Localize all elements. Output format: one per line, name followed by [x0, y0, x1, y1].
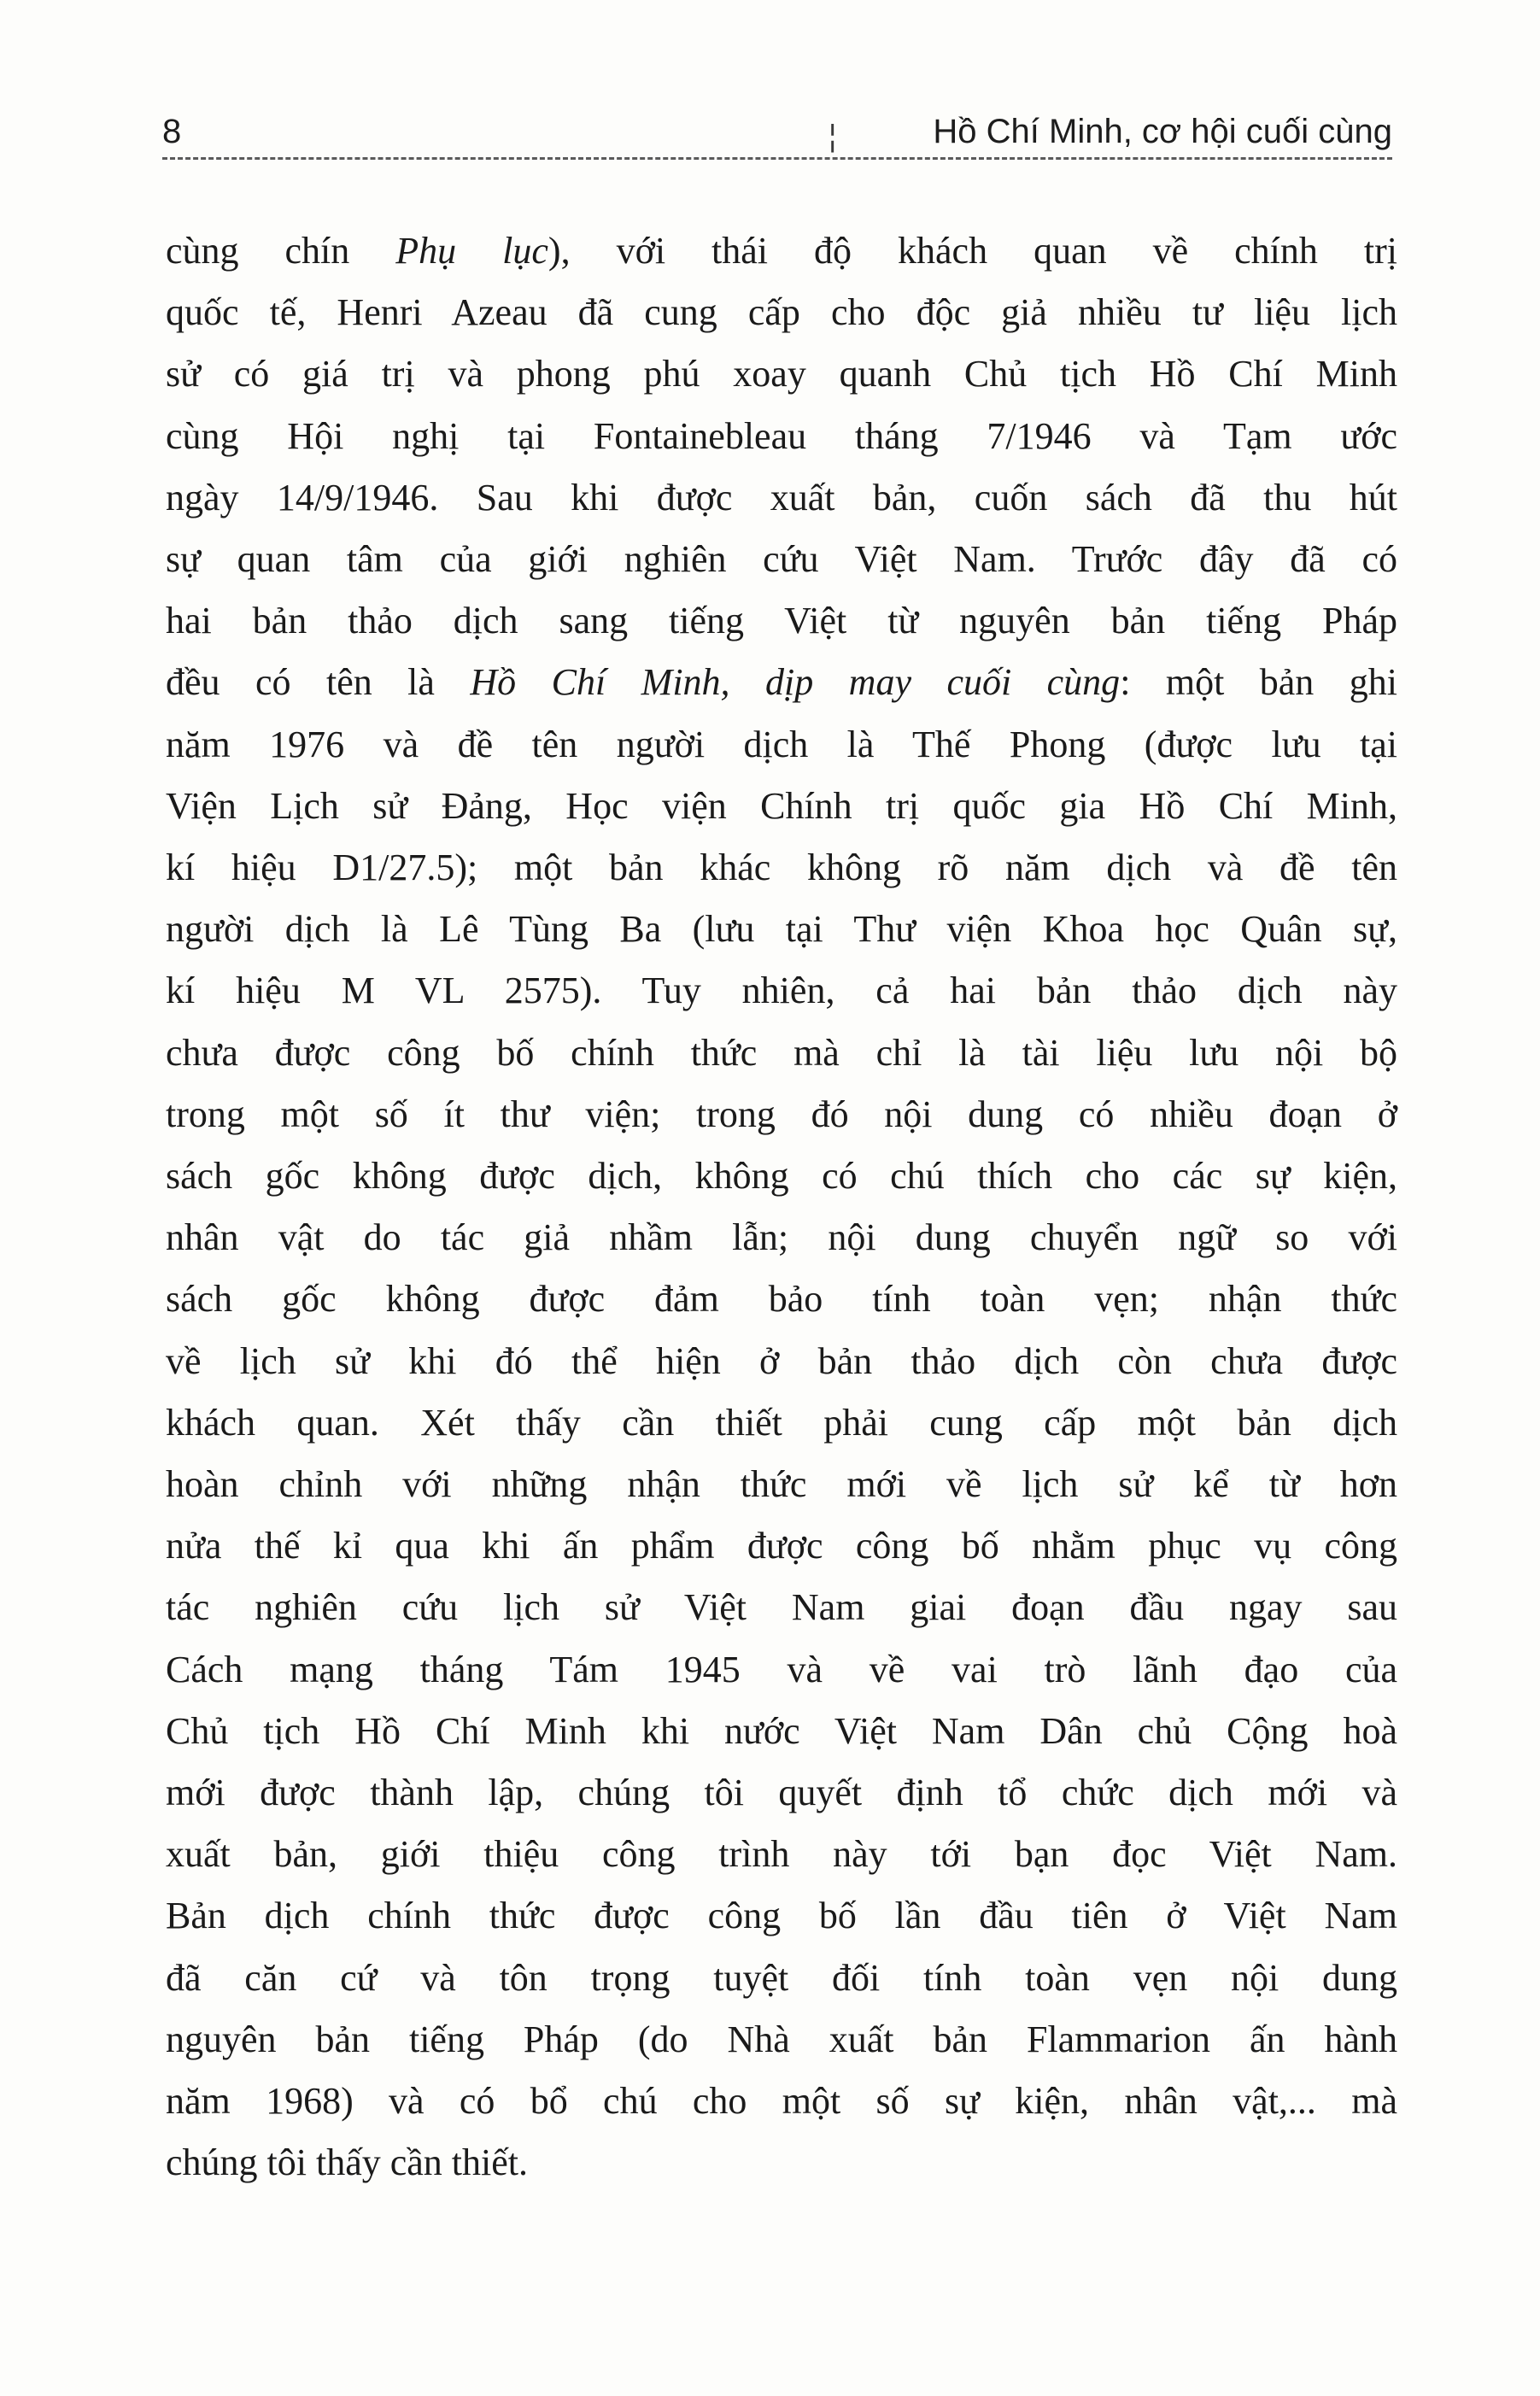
text-segment: tác nghiên cứu lịch sử Việt Nam giai đoạn đầu ngay sau: [166, 1586, 1397, 1629]
text-segment: kí hiệu M VL 2575). Tuy nhiên, cả hai bản thảo dịch này: [166, 970, 1397, 1012]
text-line: [166, 1824, 1397, 1885]
text-segment: Bản dịch chính thức được công bố lần đầu tiên ở Việt Nam: [166, 1895, 1397, 1937]
text-line: [166, 1331, 1397, 1392]
text-line: [166, 714, 1397, 776]
text-segment: nguyên bản tiếng Pháp (do Nhà xuất bản Flammarion ấn hành: [166, 2018, 1397, 2060]
text-line: [166, 2132, 1397, 2194]
text-segment: khách quan. Xét thấy cần thiết phải cung cấp một bản dịch: [166, 1401, 1397, 1444]
text-segment: chưa được công bố chính thức mà chỉ là tài liệu lưu nội bộ: [166, 1031, 1397, 1074]
text-segment: nửa thế kỉ qua khi ấn phẩm được công bố nhằm phục vụ công: [166, 1525, 1397, 1567]
text-segment: cùng chín: [166, 230, 396, 272]
text-segment: cùng Hội nghị tại Fontainebleau tháng 7/1946 và Tạm ước: [166, 414, 1397, 457]
text-line: [166, 1022, 1397, 1084]
text-line: [166, 343, 1397, 405]
text-line: [166, 652, 1397, 713]
text-segment: nhân vật do tác giả nhầm lẫn; nội dung chuyển ngữ so với: [166, 1216, 1397, 1259]
text-segment: hai bản thảo dịch sang tiếng Việt từ nguyên bản tiếng Pháp: [166, 600, 1397, 642]
text-line: [166, 776, 1397, 837]
text-line: [166, 1392, 1397, 1454]
text-segment: người dịch là Lê Tùng Ba (lưu tại Thư viện Khoa học Quân sự,: [166, 908, 1397, 951]
text-line: [166, 960, 1397, 1022]
text-segment: : một bản ghi: [1120, 661, 1397, 704]
text-line: [166, 1762, 1397, 1824]
text-line: [166, 1701, 1397, 1762]
text-line: [166, 2009, 1397, 2071]
text-segment: sách gốc không được dịch, không có chú thích cho các sự kiện,: [166, 1155, 1397, 1198]
text-line: [166, 1084, 1397, 1145]
text-line: [166, 2071, 1397, 2132]
text-line: [166, 1145, 1397, 1207]
text-segment: ngày 14/9/1946. Sau khi được xuất bản, cuốn sách đã thu hút: [166, 476, 1397, 518]
text-segment: trong một số ít thư viện; trong đó nội dung có nhiều đoạn ở: [166, 1093, 1397, 1135]
text-line: [166, 590, 1397, 652]
text-line: [166, 282, 1397, 343]
header-separator: ¦: [829, 118, 837, 153]
italic-title: Hồ Chí Minh, dịp may cuối cùng: [470, 661, 1121, 704]
text-segment: sự quan tâm của giới nghiên cứu Việt Nam. Trước đây đã có: [166, 538, 1397, 581]
text-line: [166, 529, 1397, 590]
text-line: [166, 1454, 1397, 1515]
text-line: [166, 467, 1397, 529]
text-line: [166, 1885, 1397, 1947]
text-segment: quốc tế, Henri Azeau đã cung cấp cho độc giả nhiều tư liệu lịch: [166, 291, 1397, 334]
text-line: [166, 1268, 1397, 1330]
text-segment: chúng tôi thấy cần thiết.: [166, 2141, 528, 2184]
text-segment: đều có tên là: [166, 661, 471, 704]
text-segment: xuất bản, giới thiệu công trình này tới bạn đọc Việt Nam.: [166, 1833, 1397, 1876]
text-line: [166, 837, 1397, 899]
text-line: [166, 1207, 1397, 1268]
text-segment: hoàn chỉnh với những nhận thức mới về lịch sử kể từ hơn: [166, 1463, 1397, 1506]
text-segment: kí hiệu D1/27.5); một bản khác không rõ năm dịch và đề tên: [166, 847, 1397, 889]
text-line: [166, 1948, 1397, 2009]
text-segment: sử có giá trị và phong phú xoay quanh Chủ tịch Hồ Chí Minh: [166, 353, 1397, 395]
text-line: [166, 1515, 1397, 1577]
header-divider: [162, 157, 1392, 160]
text-segment: đã căn cứ và tôn trọng tuyệt đối tính toàn vẹn nội dung: [166, 1956, 1397, 1999]
body-paragraph: [166, 220, 1397, 2194]
text-segment: ), với thái độ khách quan về chính trị: [547, 230, 1397, 272]
page-number: 8: [162, 113, 182, 150]
text-line: [166, 1639, 1397, 1701]
text-line: [166, 1577, 1397, 1638]
text-segment: về lịch sử khi đó thể hiện ở bản thảo dịch còn chưa được: [166, 1339, 1397, 1382]
text-segment: năm 1976 và đề tên người dịch là Thế Phong (được lưu tại: [166, 723, 1397, 765]
text-segment: Chủ tịch Hồ Chí Minh khi nước Việt Nam Dân chủ Cộng hoà: [166, 1709, 1397, 1752]
text-segment: năm 1968) và có bổ chú cho một số sự kiện, nhân vật,... mà: [166, 2080, 1397, 2123]
italic-title: Phụ lục: [395, 230, 548, 272]
text-segment: mới được thành lập, chúng tôi quyết định tổ chức dịch mới và: [166, 1772, 1397, 1814]
text-line: [166, 220, 1397, 282]
text-line: [166, 899, 1397, 960]
text-segment: sách gốc không được đảm bảo tính toàn vẹn; nhận thức: [166, 1278, 1397, 1321]
text-line: [166, 406, 1397, 467]
text-segment: Viện Lịch sử Đảng, Học viện Chính trị quốc gia Hồ Chí Minh,: [166, 784, 1397, 827]
text-segment: Cách mạng tháng Tám 1945 và về vai trò lãnh đạo của: [166, 1648, 1397, 1690]
running-title: Hồ Chí Minh, cơ hội cuối cùng: [933, 113, 1392, 150]
